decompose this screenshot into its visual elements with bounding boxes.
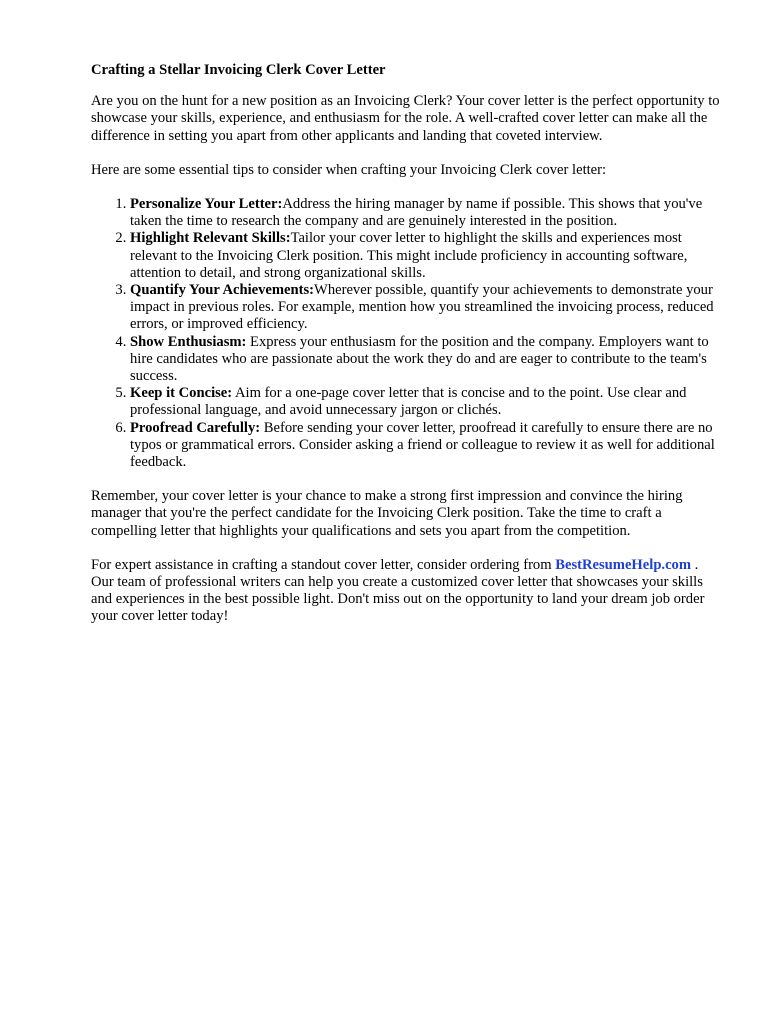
tip-heading: Proofread Carefully: [130,419,261,436]
tip-item-concise [130,385,723,419]
tip-item-personalize [130,196,723,230]
tips-list [91,196,723,471]
tip-heading: Personalize Your Letter: [130,196,283,213]
tip-heading: Show Enthusiasm: [130,333,247,350]
document-title: Crafting a Stellar Invoicing Clerk Cover Letter [91,62,386,78]
tip-item-achievements [130,282,723,334]
tip-text: Tailor your cover letter to highlight the skills and experiences most relevant to the Invoicing Clerk position. This might include proficiency in accounting software, attention to detail, and strong organizational skills. [130,230,688,281]
cta-text-after: . Our team of professional writers can help you create a customized cover letter that showcases your skills and experiences in the best possible light. Don't miss out on the opportunity to land your dream job order your cover letter today! [91,556,705,625]
cta-paragraph [91,557,723,626]
document-page [91,62,723,643]
tip-heading: Quantify Your Achievements: [130,282,315,299]
tip-text: Before sending your cover letter, proofread it carefully to ensure there are no typos or grammatical errors. Consider asking a friend or colleague to review it as well for additional feedback. [130,419,715,471]
cta-text-before: For expert assistance in crafting a standout cover letter, consider ordering from [91,556,556,573]
closing-paragraph: Remember, your cover letter is your chance to make a strong first impression and convince the hiring manager that you're the perfect candidate for the Invoicing Clerk position. Take the time to craft a compelling letter that highlights your qualifications and sets you apart from the competition. [91,488,683,539]
tip-heading: Keep it Concise: [130,385,233,402]
bestresumehelp-link[interactable]: BestResumeHelp.com [555,556,692,573]
tips-intro-paragraph: Here are some essential tips to consider when crafting your Invoicing Clerk cover letter: [91,161,607,178]
tip-item-proofread [130,420,723,472]
tip-item-skills [130,230,723,282]
tip-text: Address the hiring manager by name if possible. This shows that you've taken the time to research the company and are genuinely interested in the position. [130,196,703,230]
tip-item-enthusiasm [130,334,723,386]
tip-text: Aim for a one-page cover letter that is concise and to the point. Use clear and professional language, and avoid unnecessary jargon or clichés. [130,385,687,419]
tip-text: Wherever possible, quantify your achievements to demonstrate your impact in previous roles. For example, mention how you streamlined the invoicing process, reduced errors, or improved efficiency. [130,282,714,333]
intro-paragraph: Are you on the hunt for a new position as an Invoicing Clerk? Your cover letter is the perfect opportunity to showcase your skills, experience, and enthusiasm for the role. A well-crafted cover letter can make all the difference in setting you apart from other applicants and landing that coveted interview. [91,93,720,144]
tip-heading: Highlight Relevant Skills: [130,230,291,247]
tip-text: Express your enthusiasm for the position and the company. Employers want to hire candidates who are passionate about the work they do and are eager to contribute to the team's success. [130,333,709,385]
